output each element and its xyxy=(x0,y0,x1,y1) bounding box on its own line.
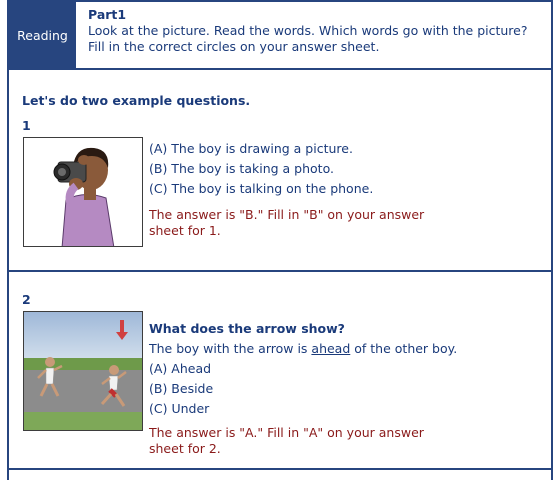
photo-boys-running-illustration xyxy=(23,311,143,431)
q1-answer-text: The answer is "B." Fill in "B" on your answer sheet for 1. xyxy=(149,207,425,238)
instruction-line-1: Look at the picture. Read the words. Which words go with the picture? xyxy=(88,23,528,38)
q2-option-a: (A) Ahead xyxy=(149,361,212,376)
q2-statement-before: The boy with the arrow is xyxy=(149,341,312,356)
boys-running-drawing xyxy=(24,312,143,431)
question-1-options xyxy=(149,139,439,239)
q2-statement xyxy=(149,339,457,359)
part-title: Part1 xyxy=(88,7,127,22)
q2-statement-after: of the other boy. xyxy=(350,341,458,356)
section-label: Reading xyxy=(9,2,76,68)
q2-option-b: (B) Beside xyxy=(149,381,214,396)
section-divider-2 xyxy=(7,468,553,470)
question-2-number: 2 xyxy=(22,292,31,307)
q2-statement-underlined: ahead xyxy=(311,341,351,356)
instructions-block xyxy=(76,2,540,68)
q1-option-b: (B) The boy is taking a photo. xyxy=(149,161,334,176)
section-header xyxy=(7,0,553,70)
q1-option-c: (C) The boy is talking on the phone. xyxy=(149,181,374,196)
question-1-number: 1 xyxy=(22,118,31,133)
question-2-block xyxy=(149,319,457,457)
instruction-line-2: Fill in the correct circles on your answer sheet. xyxy=(88,39,380,54)
q1-option-a: (A) The boy is drawing a picture. xyxy=(149,141,353,156)
q2-question-title: What does the arrow show? xyxy=(149,321,345,336)
boy-camera-drawing xyxy=(24,138,143,247)
photo-boy-camera-illustration xyxy=(23,137,143,247)
intro-text: Let's do two example questions. xyxy=(22,93,251,108)
q2-answer-text: The answer is "A." Fill in "A" on your answer sheet for 2. xyxy=(149,425,424,456)
q2-option-c: (C) Under xyxy=(149,401,210,416)
section-divider-1 xyxy=(7,270,553,272)
